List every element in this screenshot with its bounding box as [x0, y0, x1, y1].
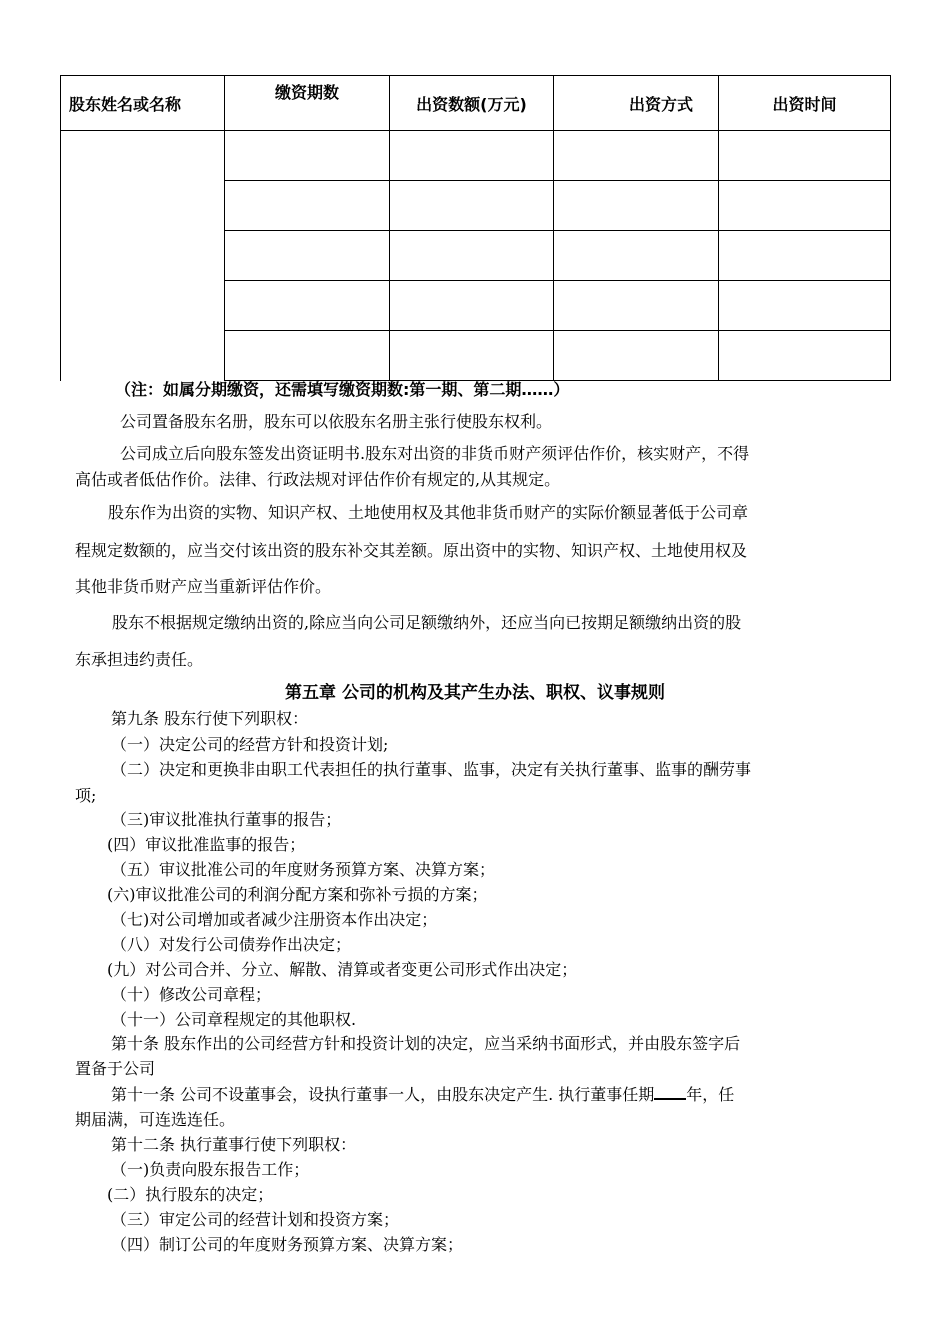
- table-cell[interactable]: [390, 231, 554, 281]
- table-cell[interactable]: [225, 131, 390, 181]
- article-9-item: （三)审议批准执行董事的报告；: [111, 810, 342, 829]
- shareholder-name-cell[interactable]: [61, 131, 225, 381]
- article-9-item-cont: 项;: [75, 786, 97, 805]
- paragraph-non-monetary-l2: 程规定数额的，应当交付该出资的股东补交其差额。原出资中的实物、知识产权、土地使用权及: [75, 541, 748, 560]
- header-payment-periods: 缴资期数: [225, 76, 390, 131]
- table-cell[interactable]: [554, 231, 719, 281]
- article-9-item: （五）审议批准公司的年度财务预算方案、决算方案；: [111, 860, 496, 879]
- table-cell[interactable]: [225, 231, 390, 281]
- shareholder-table: [60, 75, 891, 381]
- paragraph-capital-certificate-l2: 高估或者低估作价。法律、行政法规对评估作价有规定的,从其规定。: [75, 470, 561, 489]
- paragraph-capital-certificate-l1: 公司成立后向股东签发出资证明书.股东对出资的非货币财产须评估作价，核实财产，不得: [120, 444, 750, 463]
- table-cell[interactable]: [719, 281, 891, 331]
- chapter-heading: 第五章 公司的机构及其产生办法、职权、议事规则: [285, 683, 665, 703]
- article-10-l2: 置备于公司: [75, 1059, 156, 1078]
- article-9-item: （二）决定和更换非由职工代表担任的执行董事、监事，决定有关执行董事、监事的酬劳事: [111, 760, 752, 779]
- paragraph-breach-l2: 东承担违约责任。: [75, 650, 204, 669]
- table-cell[interactable]: [390, 281, 554, 331]
- article-11-text-end: 年，任: [686, 1085, 735, 1104]
- paragraph-non-monetary-l1: 股东作为出资的实物、知识产权、土地使用权及其他非货币财产的实际价额显著低于公司章: [108, 503, 749, 522]
- article-9-item: （十）修改公司章程；: [111, 985, 272, 1004]
- article-10-l1: 第十条 股东作出的公司经营方针和投资计划的决定，应当采纳书面形式，并由股东签字后: [111, 1034, 741, 1053]
- table-cell[interactable]: [554, 281, 719, 331]
- table-cell[interactable]: [225, 181, 390, 231]
- table-cell[interactable]: [719, 131, 891, 181]
- header-shareholder-name: 股东姓名或名称: [61, 76, 225, 131]
- paragraph-non-monetary-l3: 其他非货币财产应当重新评估作价。: [75, 577, 332, 596]
- article-12-item: (二）执行股东的决定；: [107, 1185, 274, 1204]
- article-9-item: （八）对发行公司债券作出决定；: [111, 935, 352, 954]
- paragraph-shareholder-register: 公司置备股东名册，股东可以依股东名册主张行使股东权利。: [120, 412, 553, 431]
- table-cell[interactable]: [225, 331, 390, 381]
- header-capital-method: 出资方式: [554, 76, 719, 131]
- article-11-l1: [111, 1082, 734, 1105]
- article-9-item: （十一）公司章程规定的其他职权.: [111, 1010, 357, 1029]
- article-9-item: （七)对公司增加或者减少注册资本作出决定；: [111, 910, 438, 929]
- table-cell[interactable]: [719, 181, 891, 231]
- table-cell[interactable]: [719, 231, 891, 281]
- article-9-item: (四）审议批准监事的报告；: [107, 835, 306, 854]
- table-note: （注：如属分期缴资，还需填写缴资期数:第一期、第二期……）: [115, 380, 570, 399]
- article-9-title: 第九条 股东行使下列职权：: [111, 709, 309, 728]
- table-cell[interactable]: [225, 281, 390, 331]
- article-12-item: （一)负责向股东报告工作；: [111, 1160, 310, 1179]
- article-11-text: 第十一条 公司不设董事会，设执行董事一人，由股东决定产生. 执行董事任期: [111, 1085, 655, 1104]
- table-row: [61, 131, 891, 181]
- table-cell[interactable]: [554, 131, 719, 181]
- article-12-item: （三）审定公司的经营计划和投资方案；: [111, 1210, 400, 1229]
- table-cell[interactable]: [390, 331, 554, 381]
- paragraph-breach-l1: 股东不根据规定缴纳出资的,除应当向公司足额缴纳外，还应当向已按期足额缴纳出资的股: [112, 613, 742, 632]
- article-12-title: 第十二条 执行董事行使下列职权：: [111, 1135, 357, 1154]
- article-9-item: (九）对公司合并、分立、解散、清算或者变更公司形式作出决定；: [107, 960, 578, 979]
- article-11-l2: 期届满，可连选连任。: [75, 1110, 236, 1129]
- table-cell[interactable]: [390, 131, 554, 181]
- article-9-item: (六)审议批准公司的利润分配方案和弥补亏损的方案；: [107, 885, 488, 904]
- article-12-item: （四）制订公司的年度财务预算方案、决算方案；: [111, 1235, 464, 1254]
- table-cell[interactable]: [719, 331, 891, 381]
- table-cell[interactable]: [390, 181, 554, 231]
- article-9-item: （一）决定公司的经营方针和投资计划;: [111, 735, 389, 754]
- table-cell[interactable]: [554, 331, 719, 381]
- header-capital-time: 出资时间: [719, 76, 891, 131]
- table-cell[interactable]: [554, 181, 719, 231]
- term-blank-field[interactable]: [654, 1084, 686, 1100]
- table-header-row: [61, 76, 891, 131]
- header-capital-amount: 出资数额(万元): [390, 76, 554, 131]
